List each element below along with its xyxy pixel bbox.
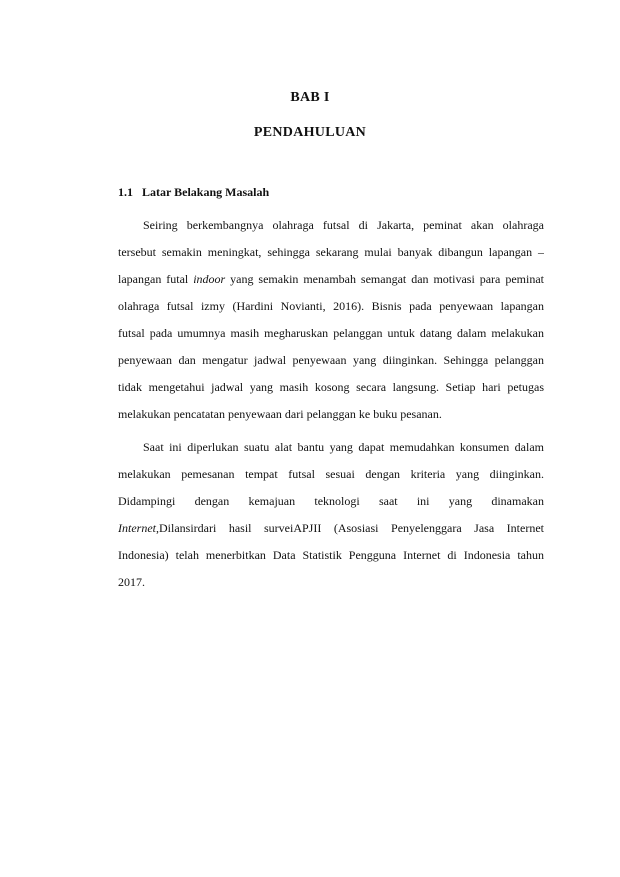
- paragraph-1-line: olahraga futsal izmy (Hardini Novianti, 2016). Bisnis pada penyewaan lapangan: [118, 299, 544, 313]
- paragraph-2-line: Indonesia) telah menerbitkan Data Statistik Pengguna Internet di Indonesia tahun: [118, 548, 544, 562]
- section-title: Latar Belakang Masalah: [142, 185, 270, 199]
- paragraph-2-line: Didampingi dengan kemajuan teknologi saat ini yang dinamakan: [118, 494, 544, 508]
- italic-term: indoor: [193, 272, 226, 286]
- italic-term: Internet: [118, 521, 156, 535]
- chapter-title: PENDAHULUAN: [253, 125, 367, 140]
- paragraph-1-line: lapangan futal indoor yang semakin menambah semangat dan motivasi para peminat: [118, 272, 544, 286]
- paragraph-2-line: 2017.: [118, 575, 145, 589]
- paragraph-1-line: tidak mengetahui jadwal yang masih kosong secara langsung. Setiap hari petugas: [118, 380, 544, 394]
- paragraph-2-line: Saat ini diperlukan suatu alat bantu yang dapat memudahkan konsumen dalam: [143, 440, 544, 454]
- paragraph-2-line: melakukan pemesanan tempat futsal sesuai dengan kriteria yang diinginkan.: [118, 467, 544, 481]
- paragraph-1-line: futsal pada umumnya masih megharuskan pelanggan untuk datang dalam melakukan: [118, 326, 544, 340]
- paragraph-2-line: Internet,Dilansirdari hasil surveiAPJII (Asosiasi Penyelenggara Jasa Internet: [118, 521, 544, 535]
- paragraph-1-line: tersebut semakin meningkat, sehingga sekarang mulai banyak dibangun lapangan –: [118, 245, 544, 259]
- chapter-label: BAB I: [290, 90, 330, 105]
- paragraph-1-line: penyewaan dan mengatur jadwal penyewaan yang diinginkan. Sehingga pelanggan: [118, 353, 544, 367]
- paragraph-1-line: Seiring berkembangnya olahraga futsal di Jakarta, peminat akan olahraga: [143, 218, 544, 232]
- paragraph-1-line: melakukan pencatatan penyewaan dari pelanggan ke buku pesanan.: [118, 407, 442, 421]
- section-number: 1.1: [118, 185, 133, 199]
- section-heading: [118, 185, 269, 200]
